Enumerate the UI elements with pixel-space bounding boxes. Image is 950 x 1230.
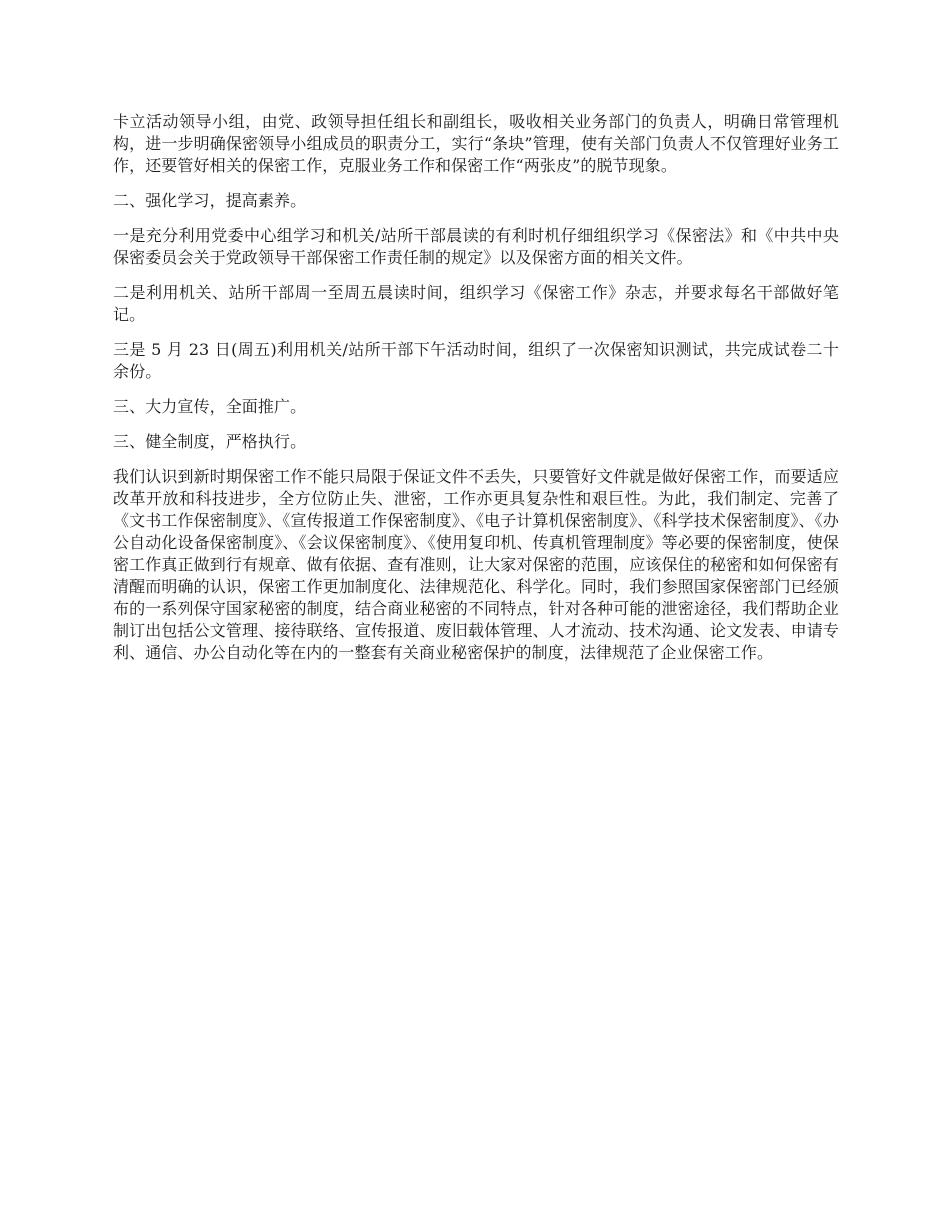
heading-study: 二、强化学习，提高素养。	[113, 191, 307, 210]
paragraph-system-details: 我们认识到新时期保密工作不能只局限于保证文件不丢失，只要管好文件就是做好保密工作，而要适应改革开放和科技进步，全方位防止失、泄密，工作亦更具复杂性和艰巨性。为此，我们制定、完善了《文书工作保密制度》、《宣传报道工作保密制度》、《电子计算机保密制度》、《科学技术保密制度》、《办公自动化设备保密制度》、《会议保密制度》、《使用复印机、传真机管理制度》等必要的保密制度，使保密工作真正做到行有规章、做有依据、查有准则，让大家对保密的范围，应该保住的秘密和如何保密有清醒而明确的认识，保密工作更加制度化、法律规范化、科学化。同时，我们参照国家保密部门已经颁布的一系列保守国家秘密的制度，结合商业秘密的不同特点，针对各种可能的泄密途径，我们帮助企业制订出包括公文管理、接待联络、宣传报道、废旧载体管理、人才流动、技术沟通、论文发表、申请专利、通信、办公自动化等在内的一整套有关商业秘密保护的制度，法律规范了企业保密工作。	[113, 467, 839, 662]
heading-system: 三、健全制度，严格执行。	[113, 432, 307, 451]
heading-publicity: 三、大力宣传，全面推广。	[113, 397, 307, 416]
document-body	[113, 111, 839, 677]
paragraph-study-first: 一是充分利用党委中心组学习和机关/站所干部晨读的有利时机仔细组织学习《保密法》和《中共中央保密委员会关于党政领导干部保密工作责任制的规定》以及保密方面的相关文件。	[113, 226, 839, 267]
paragraph-study-third: 三是 5 月 23 日(周五)利用机关/站所干部下午活动时间，组织了一次保密知识测试，共完成试卷二十余份。	[113, 340, 839, 381]
paragraph-study-second: 二是利用机关、站所干部周一至周五晨读时间，组织学习《保密工作》杂志，并要求每名干部做好笔记。	[113, 283, 839, 324]
paragraph-leadership-group: 卡立活动领导小组，由党、政领导担任组长和副组长，吸收相关业务部门的负责人，明确日常管理机构，进一步明确保密领导小组成员的职责分工，实行“条块”管理，使有关部门负责人不仅管理好业务工作，还要管好相关的保密工作，克服业务工作和保密工作“两张皮”的脱节现象。	[113, 112, 839, 175]
